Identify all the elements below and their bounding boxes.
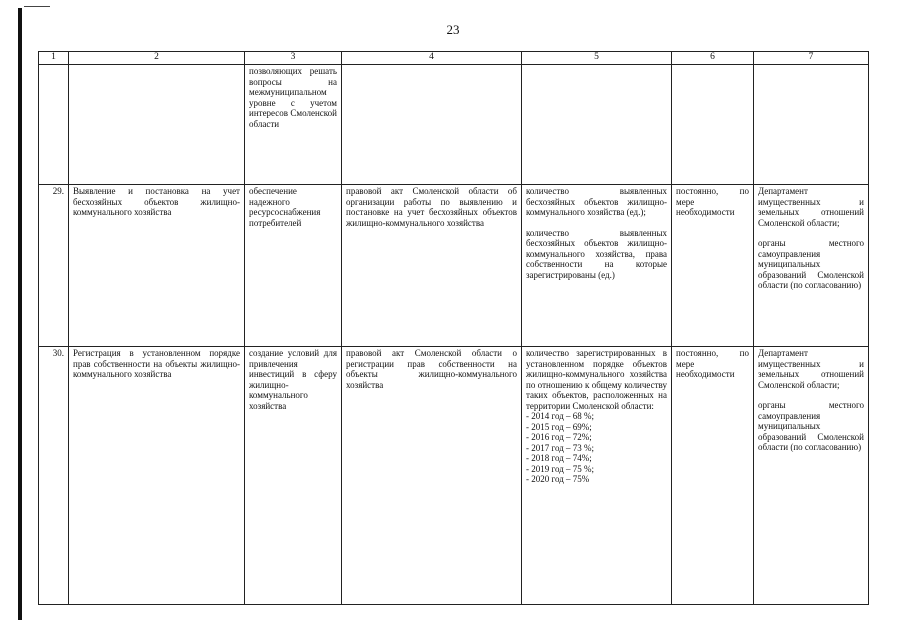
indicator-value: - 2014 год – 68 %; [526,411,595,421]
action-cell: Выявление и постановка на учет бесхозяйных объектов жилищно-коммунального хозяйства [69,185,245,347]
executors-cell [754,347,869,605]
indicator-value: - 2019 год – 75 %; [526,463,595,474]
term-cell: постоянно, по мере необходимости [672,347,754,605]
table-row [39,185,869,347]
indicator-value: - 2015 год – 69%; [526,421,592,432]
column-number-row [39,52,869,65]
indicator-text: количество выявленных бесхозяйных объектов жилищно-коммунального хозяйства, права собственности на которые зарегистрированы (ед.) [526,227,667,280]
page-number: 23 [446,22,460,37]
goal-cell: обеспечение надежного ресурсоснабжения потребителей [245,185,342,347]
continuation-row [39,65,869,185]
document-cell: правовой акт Смоленской области о регистрации прав собственности на объекты жилищно-коммунального хозяйства [342,347,522,605]
indicator-value: - 2016 год – 72%; [526,432,592,442]
activities-table [38,51,869,605]
executor-text: органы местного самоуправления муниципальных образований Смоленской области (по согласованию) [758,238,864,290]
indicator-cell [522,347,672,605]
binding-edge-line [18,8,22,620]
indicator-cell [522,185,672,347]
executors-cell [754,185,869,347]
indicator-text: количество выявленных бесхозяйных объектов жилищно-коммунального хозяйства (ед.); [526,186,667,217]
document-cell: правовой акт Смоленской области об организации работы по выявлению и постановке на учет бесхозяйных объектов жилищно-коммунального хозяйства [342,185,522,347]
column-number: 6 [672,52,754,65]
column-number: 2 [69,52,245,65]
goal-cell: позволяющих решать вопросы на межмуниципальном уровне с учетом интересов Смоленской области [245,65,342,185]
indicator-value: - 2020 год – 75% [526,474,590,484]
column-number: 7 [754,52,869,65]
column-number: 3 [245,52,342,65]
executor-text: Департамент имущественных и земельных отношений Смоленской области; [758,348,864,390]
indicator-text: количество зарегистрированных в установленном порядке объектов жилищно-коммунального хозяйства по отношению к общему количеству таких объектов, расположенных на территории Смоленской области: [526,348,667,411]
indicator-value: - 2018 год – 74%; [526,453,592,463]
row-number: 29. [39,185,69,347]
term-cell: постоянно, по мере необходимости [672,185,754,347]
executor-text: органы местного самоуправления муниципальных образований Смоленской области (по согласованию) [758,400,864,452]
binding-edge-tick [24,6,50,7]
column-number: 4 [342,52,522,65]
action-cell: Регистрация в установленном порядке прав собственности на объекты жилищно-коммунального хозяйства [69,347,245,605]
column-number: 5 [522,52,672,65]
table-row [39,347,869,605]
goal-cell: создание условий для привлечения инвестиций в сферу жилищно-коммунального хозяйства [245,347,342,605]
indicator-value: - 2017 год – 73 %; [526,442,595,453]
column-number: 1 [39,52,69,65]
executor-text: Департамент имущественных и земельных отношений Смоленской области; [758,186,864,228]
row-number: 30. [39,347,69,605]
